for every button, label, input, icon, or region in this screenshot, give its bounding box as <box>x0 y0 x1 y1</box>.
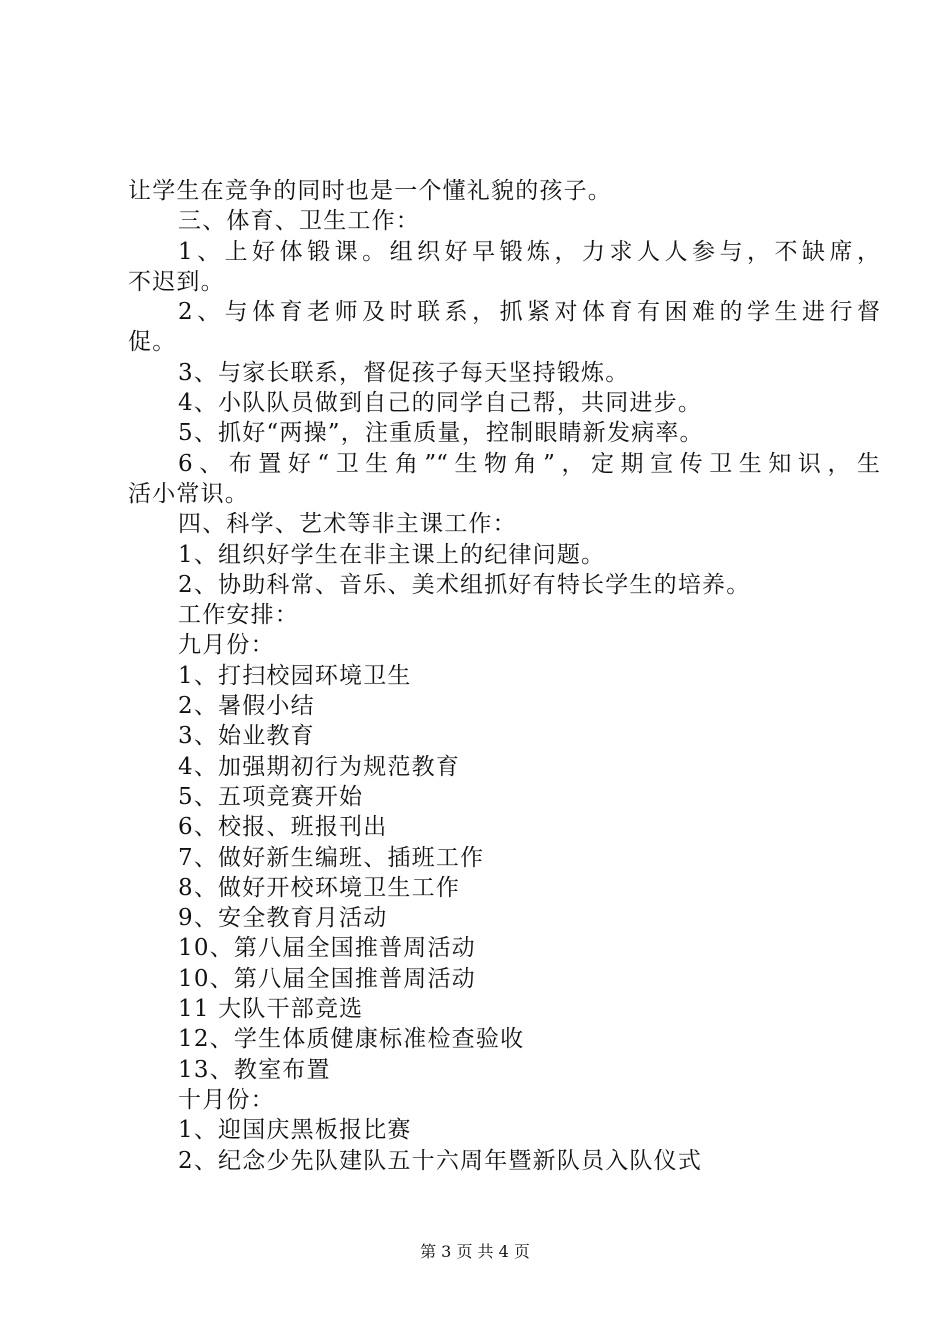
text-line: 2、与体育老师及时联系，抓紧对体育有困难的学生进行督 <box>178 299 880 326</box>
text-line: 8、做好开校环境卫生工作 <box>178 874 461 901</box>
text-line: 5、五项竞赛开始 <box>178 783 364 810</box>
text-line: 工作安排： <box>178 602 299 629</box>
text-line: 2、纪念少先队建队五十六周年暨新队员入队仪式 <box>178 1147 703 1174</box>
text-line: 1、打扫校园环境卫生 <box>178 662 412 689</box>
text-line: 11 大队干部竞选 <box>178 996 364 1023</box>
text-line: 三、体育、卫生工作： <box>178 208 420 235</box>
document-body <box>128 176 880 1176</box>
text-line: 2、协助科常、音乐、美术组抓好有特长学生的培养。 <box>178 571 751 598</box>
text-line: 2、暑假小结 <box>178 693 315 720</box>
text-line: 1、迎国庆黑板报比赛 <box>178 1117 412 1144</box>
text-line: 9、安全教育月活动 <box>178 905 388 932</box>
text-line: 12、学生体质健康标准检查验收 <box>178 1026 525 1053</box>
text-line: 四、科学、艺术等非主课工作： <box>178 511 517 538</box>
text-line: 6、布置好“卫生角”“生物角”，定期宣传卫生知识，生 <box>178 450 880 477</box>
text-line: 6、校报、班报刊出 <box>178 814 388 841</box>
text-line: 十月份： <box>178 1086 275 1113</box>
text-line: 让学生在竞争的同时也是一个懂礼貌的孩子。 <box>128 178 612 204</box>
page-footer: 第 3 页 共 4 页 <box>420 1242 530 1261</box>
text-line: 4、加强期初行为规范教育 <box>178 753 461 780</box>
text-line: 10、第八届全国推普周活动 <box>178 935 476 962</box>
text-line: 7、做好新生编班、插班工作 <box>178 844 485 871</box>
text-line: 3、始业教育 <box>178 723 315 750</box>
text-line: 九月份： <box>178 632 275 659</box>
text-line: 3、与家长联系，督促孩子每天坚持锻炼。 <box>178 359 630 386</box>
text-line: 4、小队队员做到自己的同学自己帮，共同进步。 <box>178 390 703 417</box>
text-line: 1、上好体锻课。组织好早锻炼，力求人人参与，不缺席， <box>178 238 880 265</box>
text-line: 活小常识。 <box>128 480 249 507</box>
text-line: 5、抓好“两操”，注重质量，控制眼睛新发病率。 <box>178 420 704 447</box>
text-line: 10、第八届全国推普周活动 <box>178 965 476 992</box>
text-line: 促。 <box>128 329 177 356</box>
text-line: 1、组织好学生在非主课上的纪律问题。 <box>178 541 606 568</box>
text-line: 13、教室布置 <box>178 1056 331 1083</box>
text-line: 不迟到。 <box>128 268 225 295</box>
